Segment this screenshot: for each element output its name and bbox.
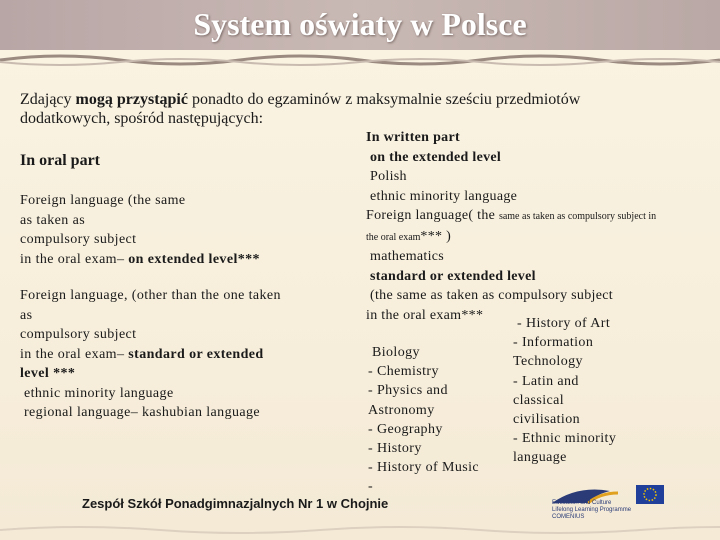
bottom-ornament <box>0 524 720 536</box>
school-footer: Zespół Szkół Ponadgimnazjalnych Nr 1 w Chojnie <box>82 496 389 511</box>
ornament-divider <box>0 52 720 68</box>
written-subjects-right: - History of Art - Information Technology - Latin and classical civilisation - Ethnic minority language <box>513 316 617 466</box>
written-block: In written part on the extended level Polish ethnic minority language Foreign language( the same as taken as compulsory subject in the oral exam*** ) mathematics standard or extended level (the same as taken as compulsory subject in the oral exam*** <box>366 130 657 323</box>
oral-block-2: Foreign language, (other than the one taken as compulsory subject in the oral exam– standard or extended level *** ethnic minority language regional language– kashubian language <box>20 288 281 420</box>
oral-block-1: Foreign language (the same as taken as compulsory subject in the oral exam– on extended level*** <box>20 193 260 267</box>
slide-title: System oświaty w Polsce <box>193 6 527 42</box>
oral-heading: In oral part <box>20 152 100 169</box>
intro-text: Zdający mogą przystąpić ponadto do egzaminów z maksymalnie sześciu przedmiotów dodatkowych, spośród następujących: <box>20 91 581 127</box>
written-subjects-left: Biology - Chemistry - Physics and Astronomy - Geography - History - History of Music - <box>368 345 480 495</box>
logo-caption: Education and Culture Lifelong Learning Programme COMENIUS <box>552 500 632 520</box>
